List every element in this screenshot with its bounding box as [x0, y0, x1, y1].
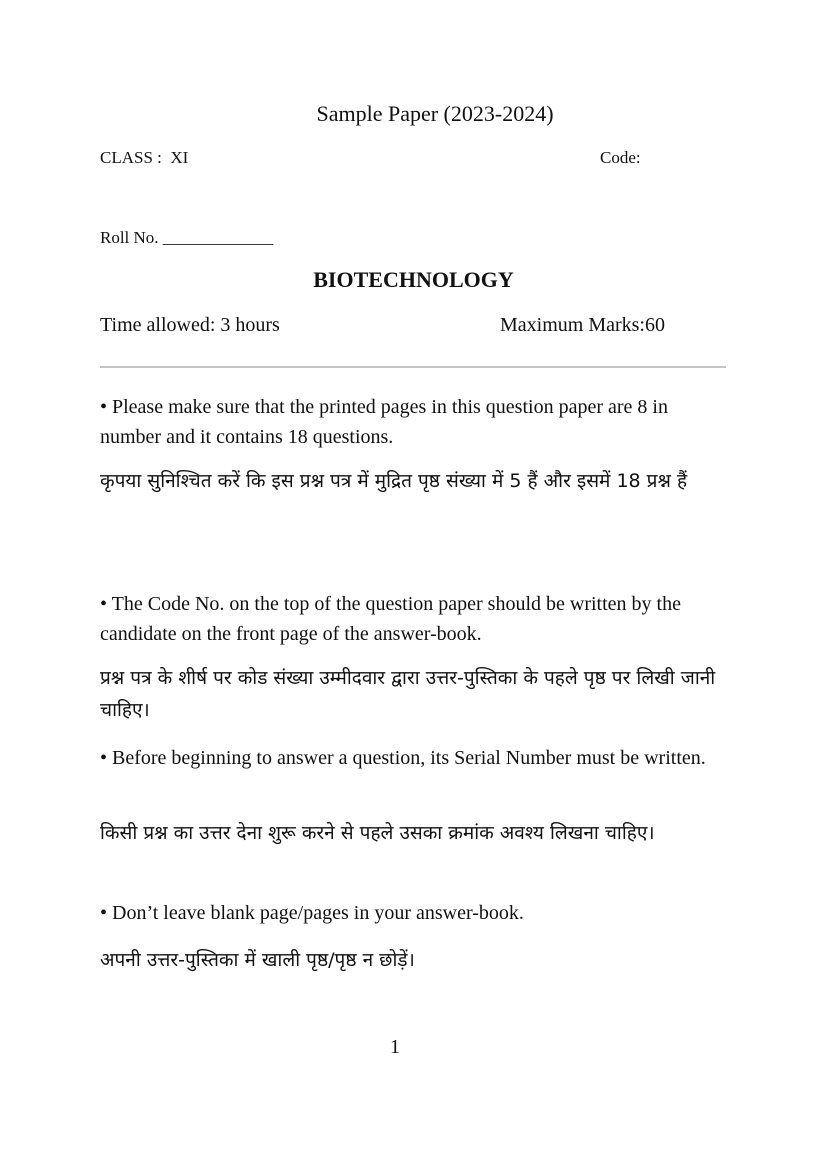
instruction-english: • Please make sure that the printed pages in this question paper are 8 in number and it contains 18 questions. [100, 396, 668, 448]
roll-number-field: Roll No. _____________ [100, 228, 274, 247]
instruction-english: • Before beginning to answer a question, its Serial Number must be written. [100, 747, 706, 769]
instruction-english: • Don’t leave blank page/pages in your answer-book. [100, 902, 524, 924]
instruction-english: • The Code No. on the top of the question paper should be written by the candidate on the front page of the answer-book. [100, 593, 681, 645]
code-label: Code: [600, 148, 641, 167]
class-label: CLASS : XI [100, 148, 189, 167]
instruction-hindi: प्रश्न पत्र के शीर्ष पर कोड संख्या उम्मीदवार द्वारा उत्तर-पुस्तिका के पहले पृष्ठ पर लिखी जानी चाहिए। [100, 667, 716, 721]
instruction-hindi: किसी प्रश्न का उत्तर देना शुरू करने से पहले उसका क्रमांक अवश्य लिखना चाहिए। [100, 822, 655, 844]
time-allowed: Time allowed: 3 hours [100, 314, 280, 336]
paper-title: Sample Paper (2023-2024) [316, 101, 554, 126]
subject-heading: BIOTECHNOLOGY [313, 267, 514, 292]
page-number: 1 [390, 1036, 400, 1058]
maximum-marks: Maximum Marks:60 [500, 314, 665, 336]
instruction-hindi: कृपया सुनिश्चित करें कि इस प्रश्न पत्र में मुद्रित पृष्ठ संख्या में 5 हैं और इसमें 18 प्रश्न हैं [100, 470, 688, 492]
instruction-hindi: अपनी उत्तर-पुस्तिका में खाली पृष्ठ/पृष्ठ न छोड़ें। [100, 949, 415, 971]
header-divider [100, 366, 726, 368]
